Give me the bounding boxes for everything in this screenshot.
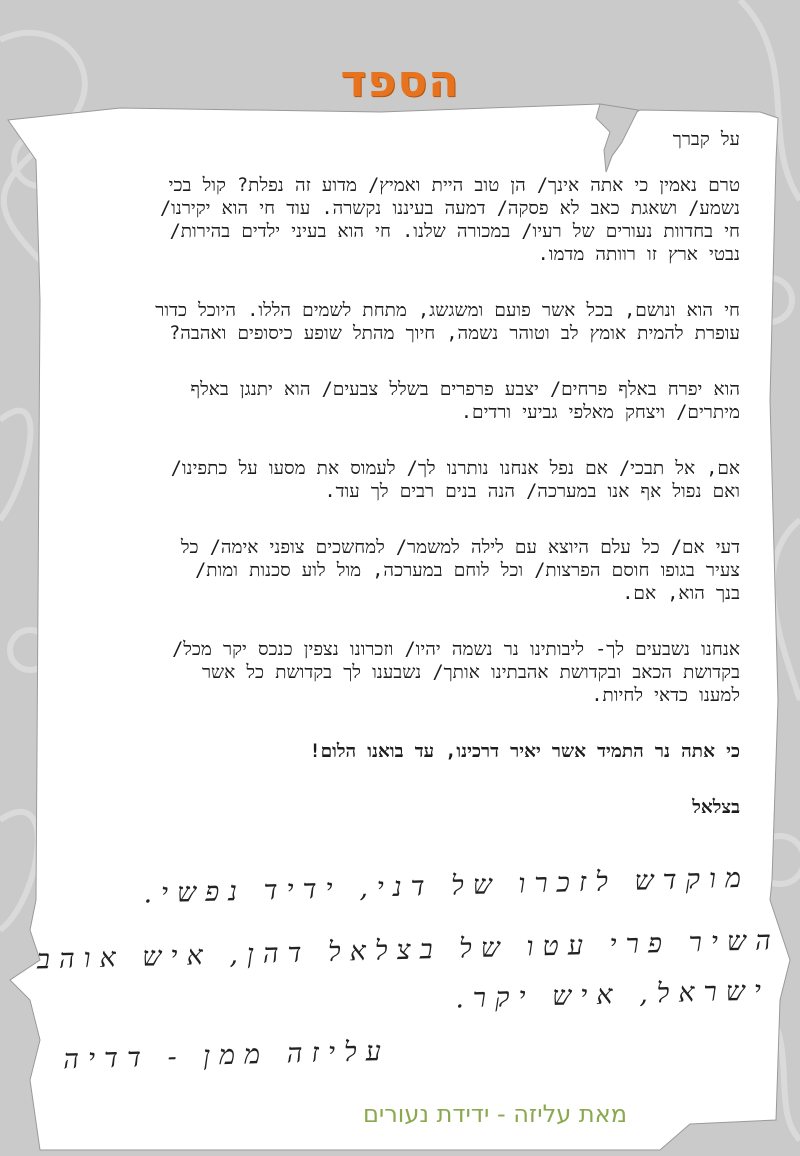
letter-line: נשמע/ ושאגת כאב לא פסקה/ דמעה בעיננו נקשרה. עוד חי הוא יקירנו/	[159, 198, 740, 219]
letter-salutation: על קברך	[672, 129, 740, 150]
letter-line: עופרת להמית אומץ לב וטוהר נשמה, חיוך מהתל שופע כיסופים ואהבה?	[169, 323, 740, 344]
letter-line: ואם נפול אף אנו במערכה/ הנה בנים רבים לך עוד.	[324, 481, 740, 502]
letter-closing: כי אתה נר התמיד אשר יאיר דרכינו, עד בואנו הלום!	[309, 741, 740, 762]
letter-line: טרם נאמין כי אתה אינך/ הן טוב היית ואמיץ/ מדוע זה נפלת? קול בכי	[168, 175, 740, 196]
letter-paragraph	[40, 457, 740, 503]
letter-line: מיתרים/ ויצחק מאלפי גביעי ורדים.	[460, 402, 740, 423]
letter-paragraph	[40, 174, 740, 266]
footer-credit: מאת עליזה - ידידת נעורים	[362, 1100, 628, 1128]
handwritten-signature: עליזה ממן - דדיה	[62, 1035, 391, 1076]
letter-line: הוא יפרח באלף פרחים/ יצבע פרפרים בשלל צבעים/ הוא יתנגן באלף	[190, 379, 740, 400]
letter-body	[40, 128, 740, 819]
letter-line: למענו כדאי לחיות.	[591, 685, 740, 706]
letter-paragraph	[40, 378, 740, 424]
handwritten-dedication: מוקדש לזכרו של דני, ידיד נפשי.	[142, 862, 751, 910]
letter-paragraph	[40, 638, 740, 707]
letter-line: חי הוא ונושם, בכל אשר פועם ומשגשג, מתחת לשמים הללו. היוכל כדור	[155, 300, 740, 321]
letter-paragraph	[40, 299, 740, 345]
letter-signature: בצלאל	[692, 797, 740, 818]
letter-line: אם, אל תבכי/ אם נפל אנחנו נותרנו לך/ לעמוס את מסעו על כתפינו/	[170, 458, 740, 479]
letter-line: צעיר בגופו חוסם הפרצות/ וכל לוחם במערכה, מול לוע סכנות ומות/	[195, 560, 740, 581]
letter-line: דעי אם/ כל עלם היוצא עם לילה למשמר/ למחשכים צופני אימה/ כל	[180, 537, 740, 558]
handwritten-poem-credit-line-1: השיר פרי עטו של בצלאל דהן, איש אוהב	[36, 925, 781, 976]
handwritten-poem-credit-line-2: ישראל, איש יקר.	[454, 975, 771, 1015]
letter-line: נבטי ארץ זו רוותה מדמו.	[537, 244, 740, 265]
letter-line: חי בחדוות נעורים של רעיו/ במכורה שלנו. חי הוא בעיני ילדים בהירות/	[169, 221, 740, 242]
letter-paragraph	[40, 536, 740, 605]
letter-line: אנחנו נשבעים לך- ליבותינו נר נשמה יהיו/ וזכרונו נצפין כנכס יקר מכל/	[172, 639, 740, 660]
letter-line: בקדושת הכאב ובקדושת אהבתינו אותך/ נשבענו לך בקדושת כל אשר	[201, 662, 740, 683]
letter-line: בנך הוא, אם.	[622, 583, 740, 604]
page-title: הספד	[340, 56, 460, 107]
